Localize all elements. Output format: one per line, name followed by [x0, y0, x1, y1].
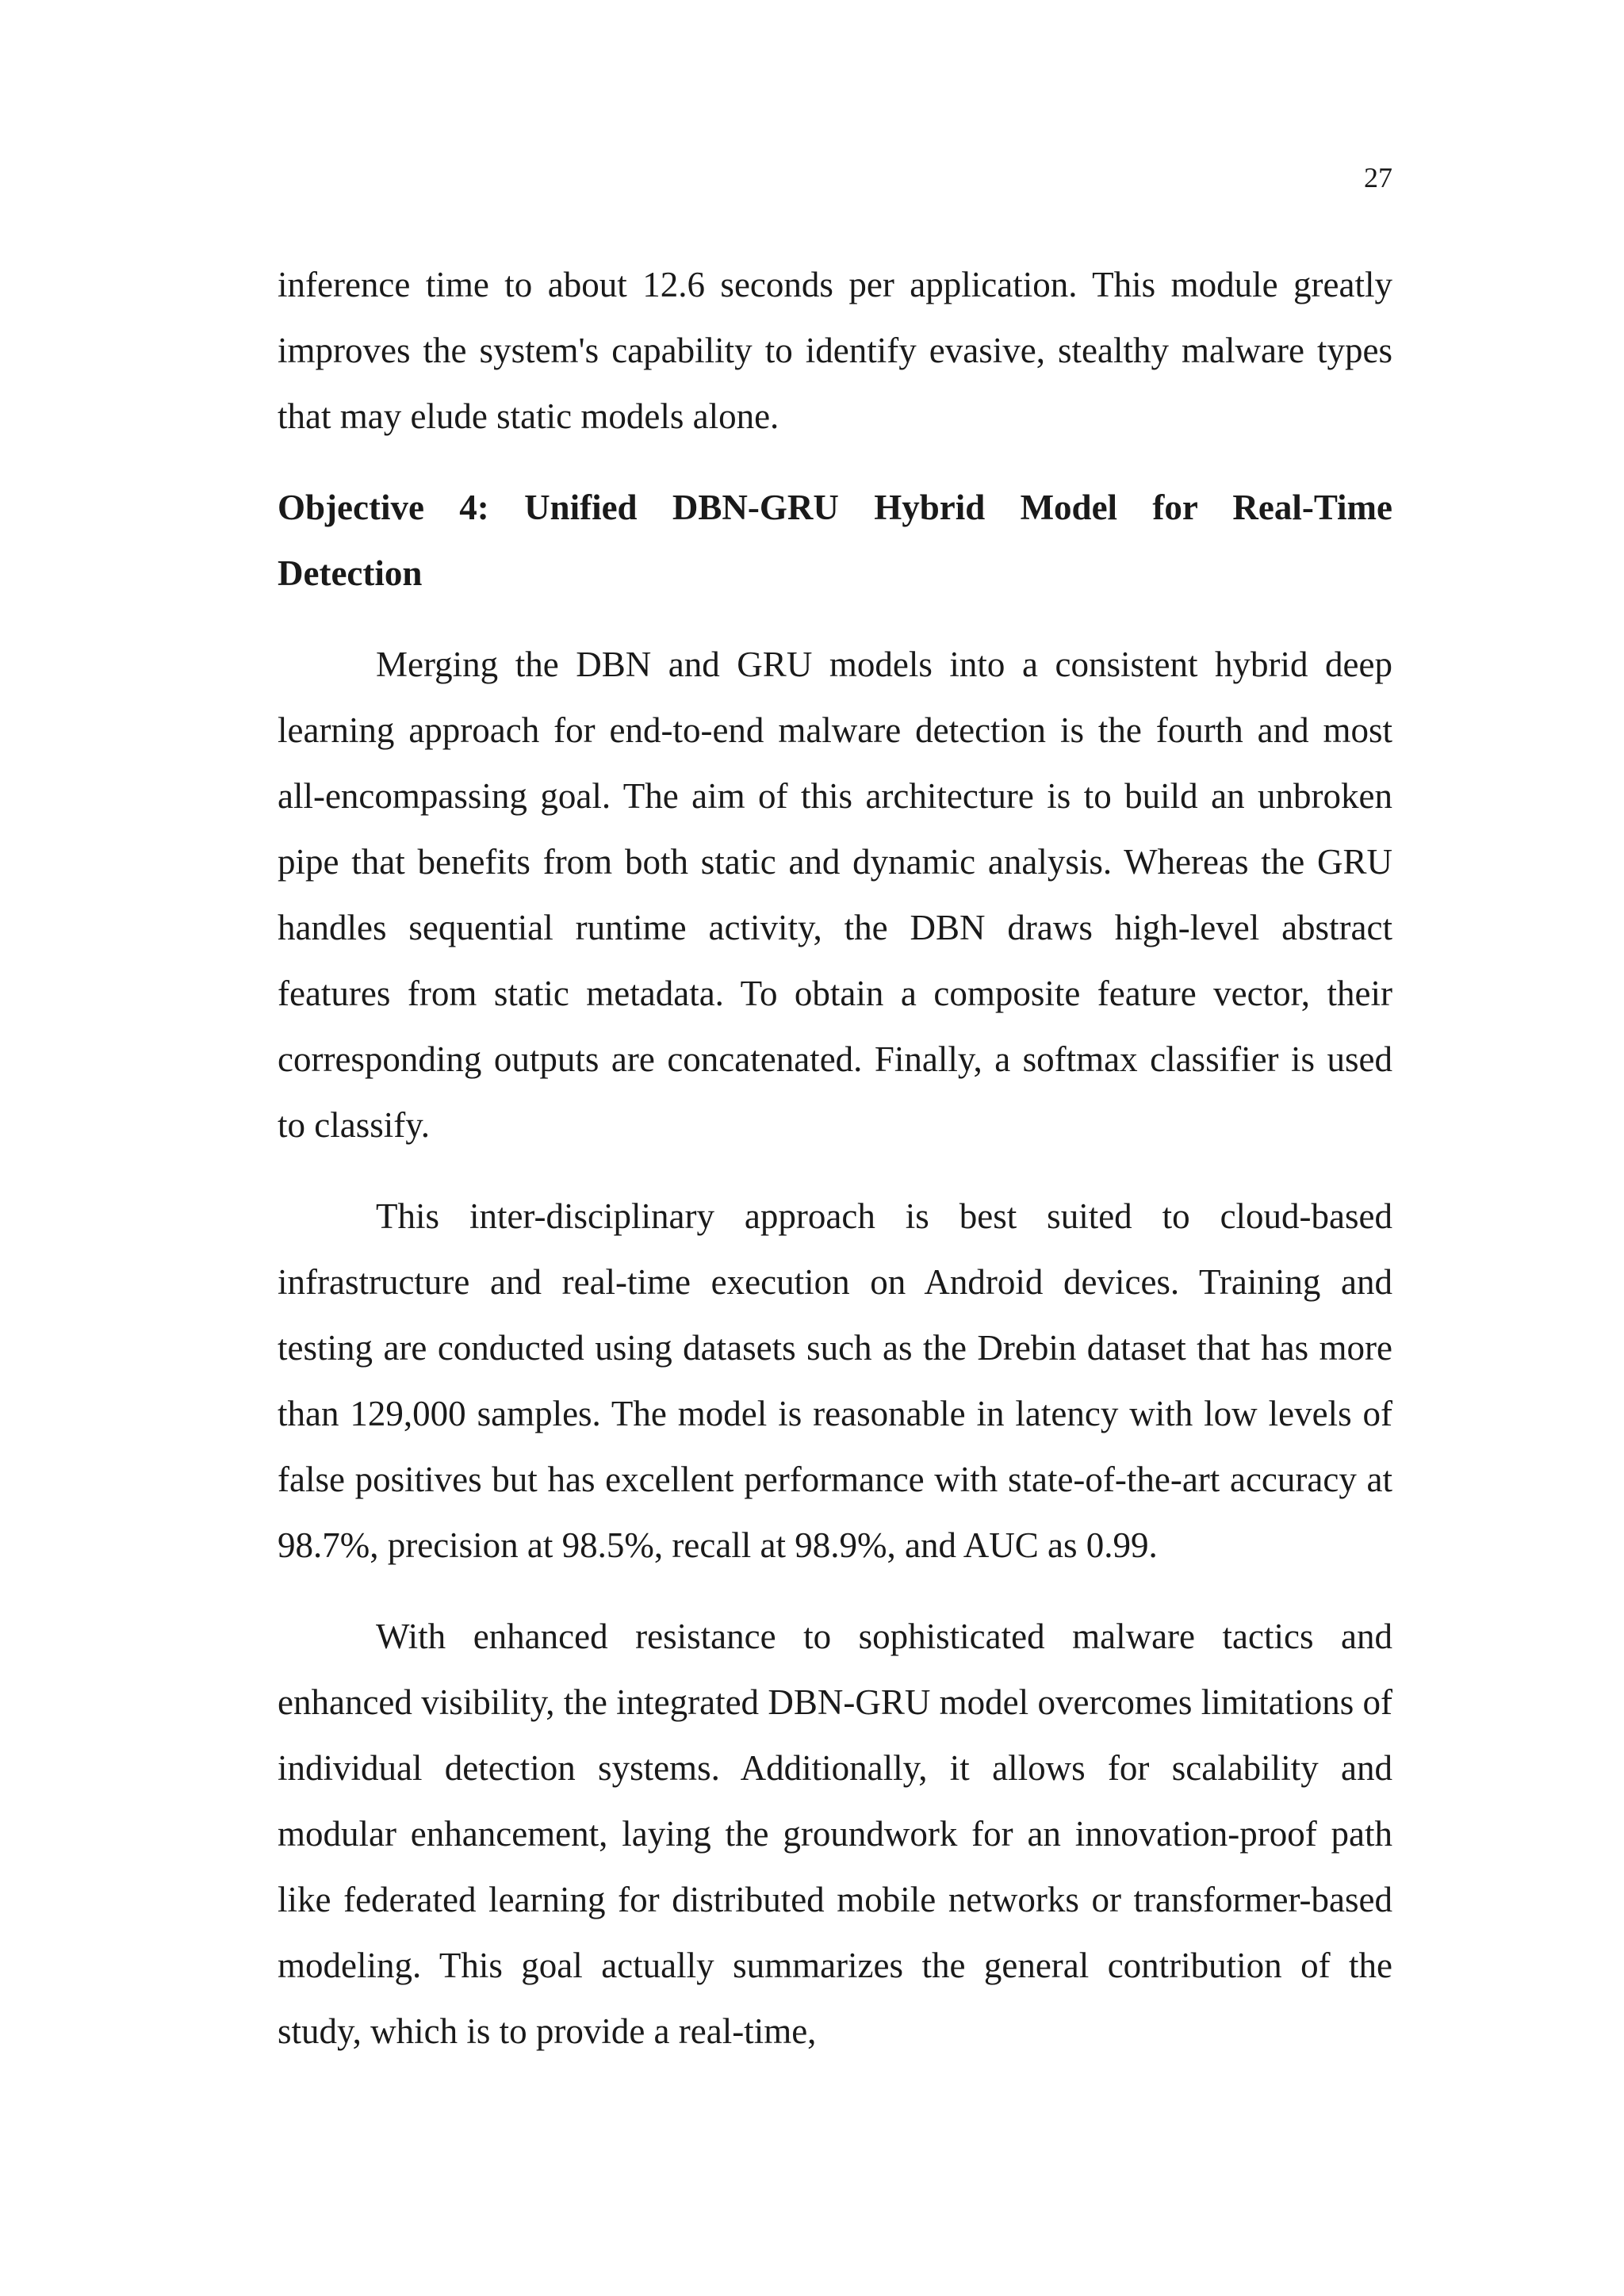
document-body	[278, 252, 1392, 2064]
paragraph-hybrid-approach: Merging the DBN and GRU models into a consistent hybrid deep learning approach for end-to-end malware detection is the fourth and most all-encompassing goal. The aim of this architecture is to build an unbroken pipe that benefits from both static and dynamic analysis. Whereas the GRU handles sequential runtime activity, the DBN draws high-level abstract features from static metadata. To obtain a composite feature vector, their corresponding outputs are concatenated. Finally, a softmax classifier is used to classify.	[278, 645, 1392, 1145]
section-heading-objective-4	[278, 475, 1392, 607]
paragraph-inference-time: inference time to about 12.6 seconds per application. This module greatly improves the system's capability to identify evasive, stealthy malware types that may elude static models alone.	[278, 265, 1392, 436]
paragraph-contribution: With enhanced resistance to sophisticated malware tactics and enhanced visibility, the integrated DBN-GRU model overcomes limitations of individual detection systems. Additionally, it allows for scalability and modular enhancement, laying the groundwork for an innovation-proof path like federated learning for distributed mobile networks or transformer-based modeling. This goal actually summarizes the general contribution of the study, which is to provide a real-time,	[278, 1617, 1392, 2051]
section-heading-line-2: Detection	[278, 553, 423, 593]
paragraph-performance: This inter-disciplinary approach is best suited to cloud-based infrastructure and real-time execution on Android devices. Training and testing are conducted using datasets such as the Drebin dataset that has more than 129,000 samples. The model is reasonable in latency with low levels of false positives but has excellent performance with state-of-the-art accuracy at 98.7%, precision at 98.5%, recall at 98.9%, and AUC as 0.99.	[278, 1196, 1392, 1565]
section-heading-line-1: Objective 4: Unified DBN-GRU Hybrid Model for Real-Time	[278, 488, 1392, 527]
page-number: 27	[1364, 162, 1392, 193]
